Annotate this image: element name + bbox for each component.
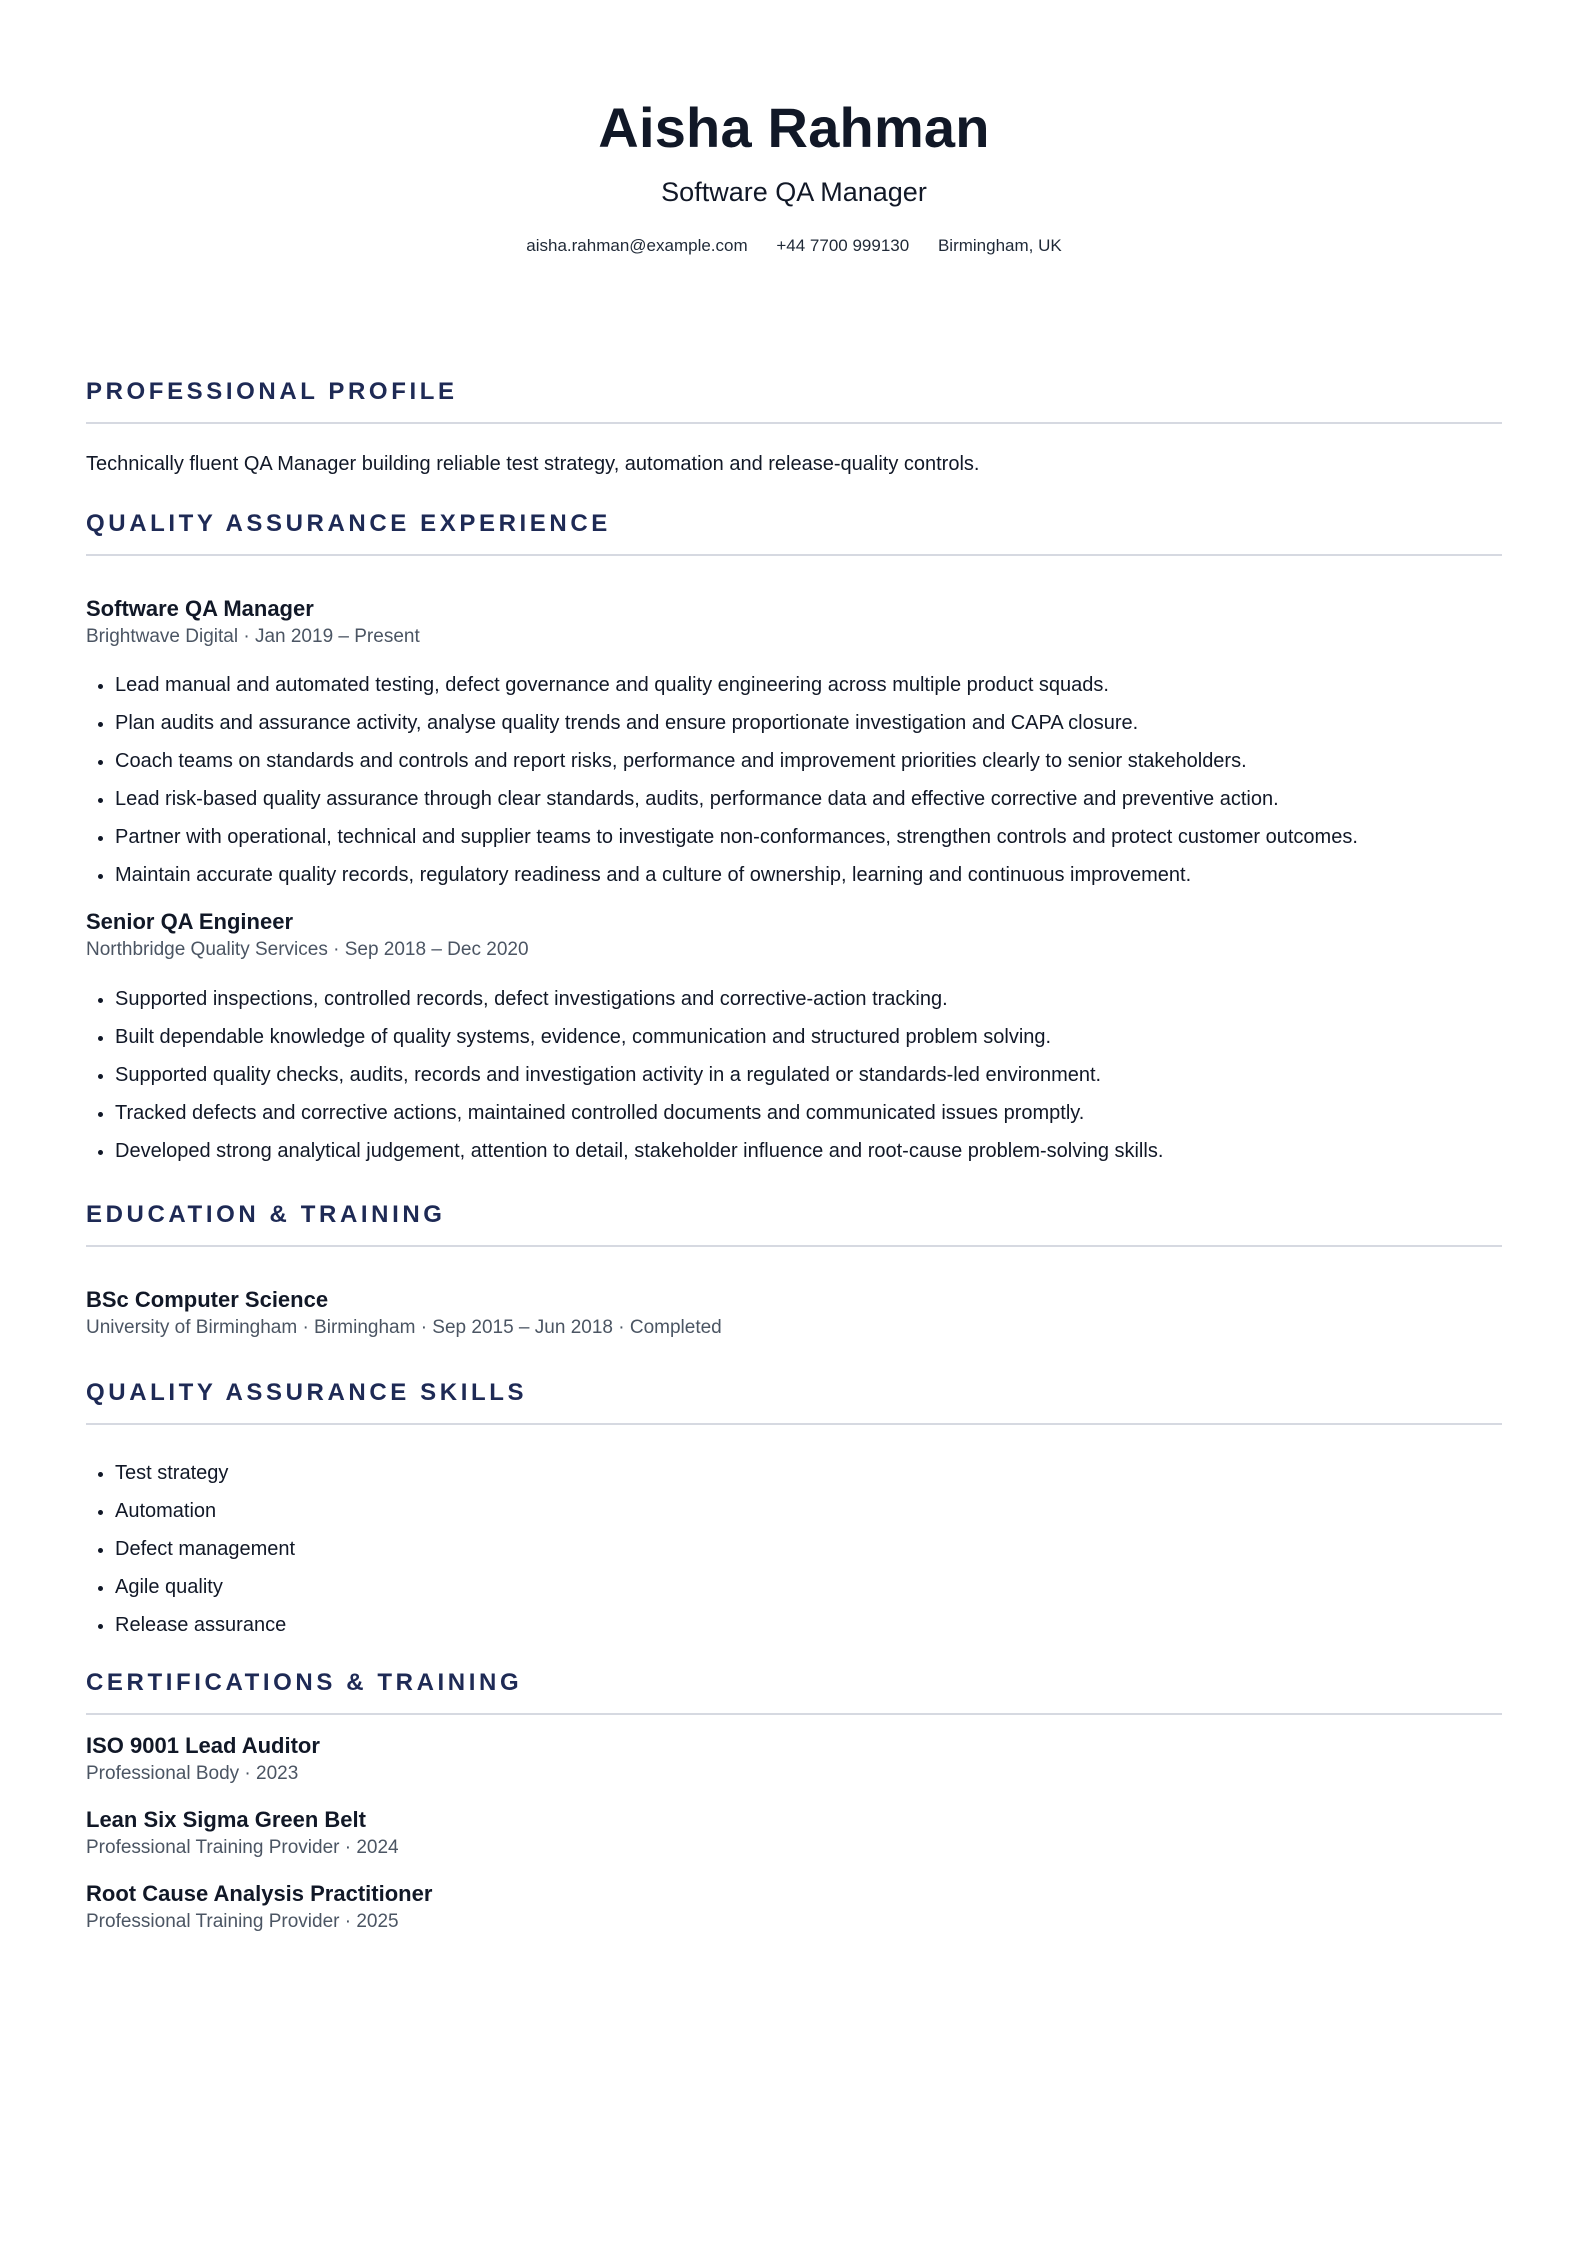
contact-email: aisha.rahman@example.com [526,236,748,255]
section-heading: QUALITY ASSURANCE SKILLS [86,1379,528,1406]
list-item: • Release assurance [115,1611,1502,1639]
job-title: Senior QA Engineer [86,909,294,934]
contact-location: Birmingham, UK [937,236,1062,255]
section-divider [86,1245,1502,1247]
job-bullets [86,985,1502,1165]
certification-meta: Professional Training Provider · 2024 [86,1837,399,1858]
section-divider [86,1713,1502,1715]
job-entry [86,594,1502,889]
education-entry [86,1285,1502,1341]
section-heading: PROFESSIONAL PROFILE [86,378,458,405]
section-divider [86,422,1502,424]
certification-meta: Professional Body · 2023 [86,1763,299,1784]
contact-line [86,234,1502,258]
job-bullets [86,671,1502,889]
profile-summary: Technically fluent QA Manager building reliable test strategy, automation and release-quality controls. [86,453,980,475]
list-item: • Coach teams on standards and controls and report risks, performance and improvement priorities clearly to senior stakeholders. [115,747,1502,775]
list-item: • Tracked defects and corrective actions, maintained controlled documents and communicated issues promptly. [115,1099,1502,1127]
list-item: • Supported quality checks, audits, records and investigation activity in a regulated or standards-led environment. [115,1061,1502,1089]
job-meta: Brightwave Digital · Jan 2019 – Present [86,626,420,647]
job-title: Software QA Manager [86,596,314,621]
candidate-title: Software QA Manager [661,177,927,207]
list-item: • Lead manual and automated testing, defect governance and quality engineering across multiple product squads. [115,671,1502,699]
job-entry [86,907,1502,1165]
section-divider [86,1423,1502,1425]
section-experience [86,508,1502,1165]
list-item: • Built dependable knowledge of quality systems, evidence, communication and structured problem solving. [115,1023,1502,1051]
degree-title: BSc Computer Science [86,1287,329,1312]
list-item: • Maintain accurate quality records, regulatory readiness and a culture of ownership, learning and continuous improvement. [115,861,1502,889]
contact-phone: +44 7700 999130 [776,236,910,255]
list-item: • Defect management [115,1535,1502,1563]
section-certifications [86,1667,1502,1935]
list-item: • Plan audits and assurance activity, analyse quality trends and ensure proportionate investigation and CAPA closure. [115,709,1502,737]
certification-name: Lean Six Sigma Green Belt [86,1807,366,1832]
section-heading: QUALITY ASSURANCE EXPERIENCE [86,510,611,537]
certification-entry [86,1805,1502,1861]
certification-entry [86,1879,1502,1935]
list-item: • Partner with operational, technical and supplier teams to investigate non-conformances, strengthen controls and protect customer outcomes. [115,823,1502,851]
list-item: • Developed strong analytical judgement, attention to detail, stakeholder influence and root-cause problem-solving skills. [115,1137,1502,1165]
list-item: • Lead risk-based quality assurance through clear standards, audits, performance data and effective corrective and preventive action. [115,785,1502,813]
section-skills [86,1377,1502,1639]
list-item: • Test strategy [115,1459,1502,1487]
degree-meta: University of Birmingham · Birmingham · Sep 2015 – Jun 2018 · Completed [86,1317,722,1338]
list-item: • Automation [115,1497,1502,1525]
section-profile [86,376,1502,478]
section-heading: CERTIFICATIONS & TRAINING [86,1669,523,1696]
certification-name: Root Cause Analysis Practitioner [86,1881,433,1906]
certification-entry [86,1731,1502,1787]
section-divider [86,554,1502,556]
job-meta: Northbridge Quality Services · Sep 2018 – Dec 2020 [86,939,529,960]
section-heading: EDUCATION & TRAINING [86,1201,446,1228]
certification-name: ISO 9001 Lead Auditor [86,1733,320,1758]
candidate-name: Aisha Rahman [598,96,990,159]
certification-meta: Professional Training Provider · 2025 [86,1911,399,1932]
list-item: • Supported inspections, controlled records, defect investigations and corrective-action tracking. [115,985,1502,1013]
skills-list [86,1459,1502,1639]
list-item: • Agile quality [115,1573,1502,1601]
resume-header [86,0,1502,258]
section-education [86,1199,1502,1341]
